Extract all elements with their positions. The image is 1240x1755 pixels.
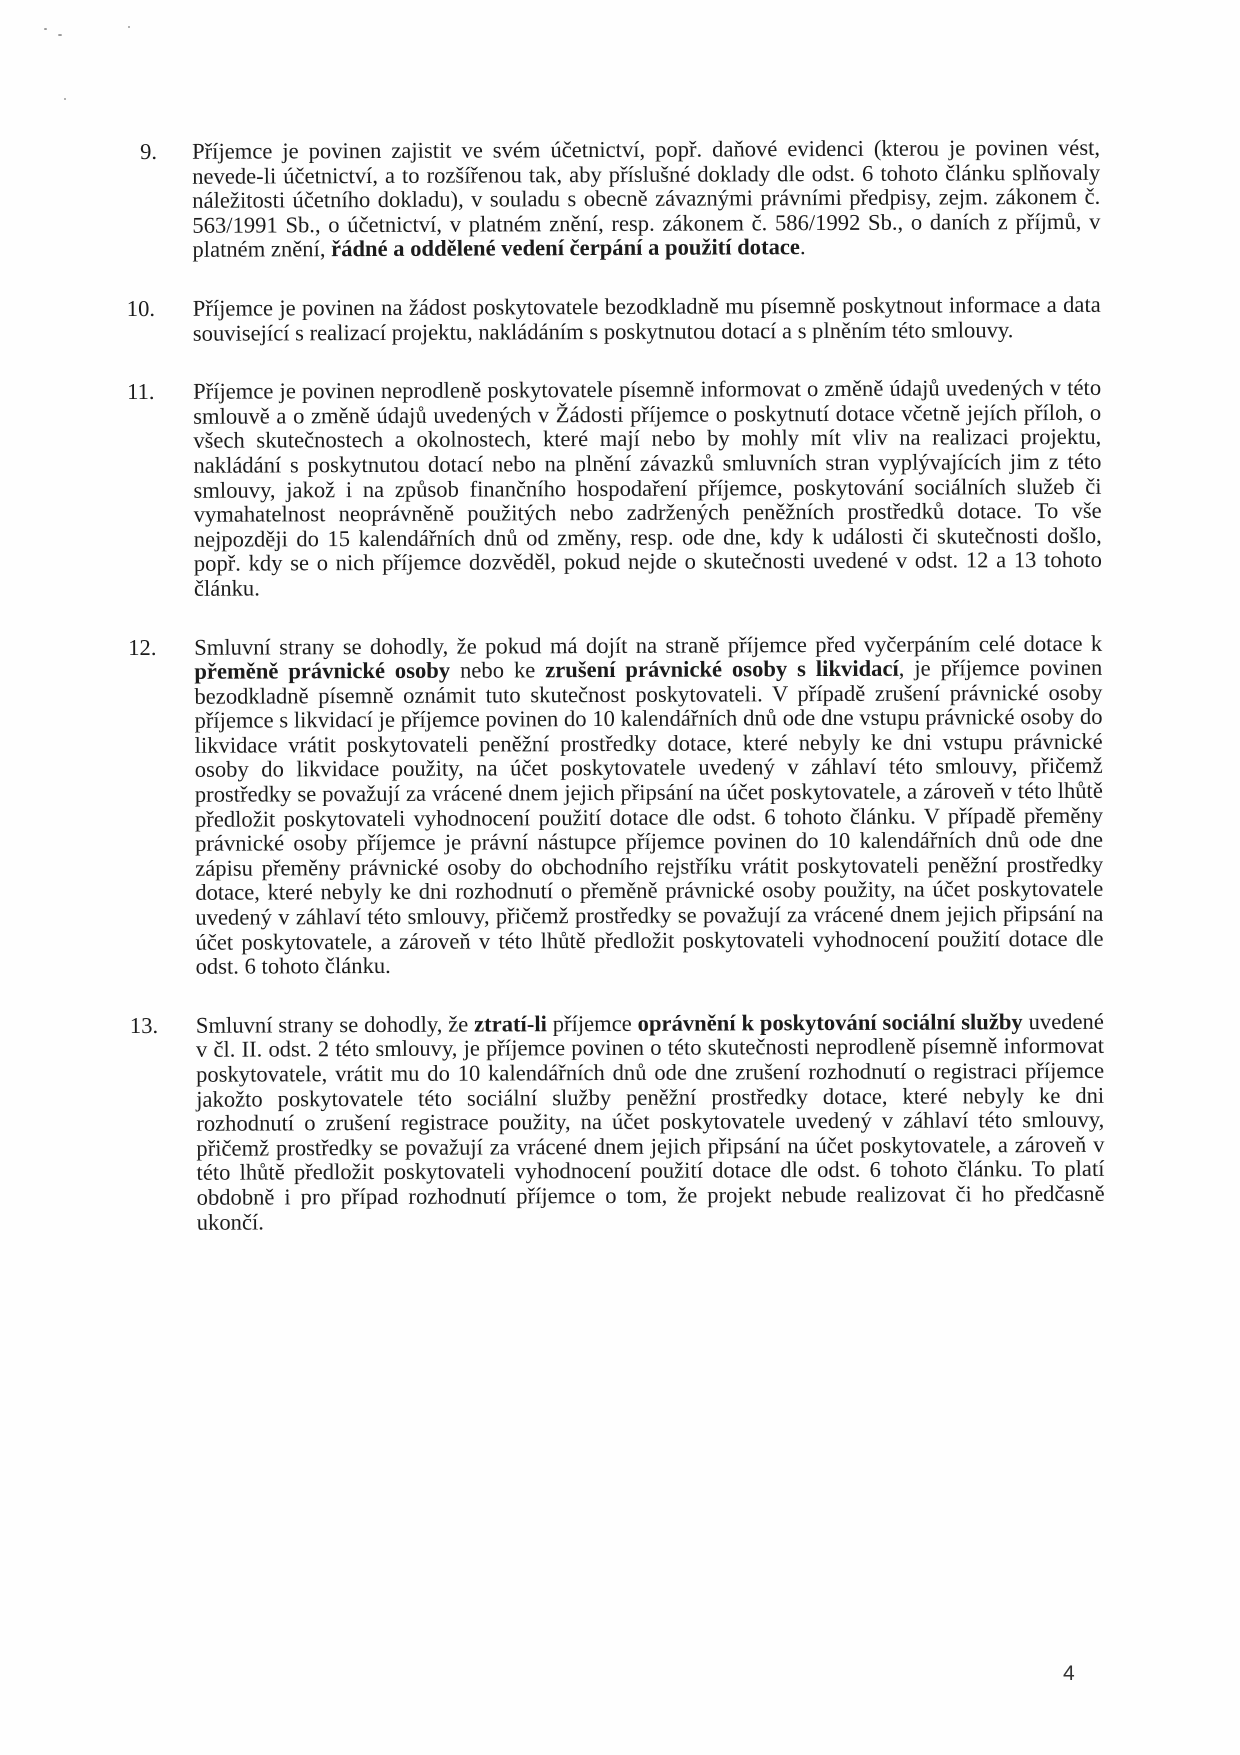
emphasized-text: řádné a oddělené vedení čerpání a použití dotace [331,234,800,262]
paragraph-text: Příjemce je povinen na žádost poskytovatele bezodkladně mu písemně poskytnout informace a data související s realizací projektu, nakládáním s poskytnutou dotací a s plněním této smlouvy. [192,291,1101,346]
paragraph-number: 9. [139,138,158,164]
emphasized-text: ztratí-li [474,1011,547,1037]
numbered-paragraph [126,291,1101,346]
scan-speck [44,28,47,30]
scan-speck [58,34,62,36]
paragraph-number: 12. [128,634,157,660]
paragraph-number: 10. [126,295,156,322]
numbered-paragraph [129,1008,1105,1236]
paragraph-text: Smluvní strany se dohodly, že [195,1011,475,1038]
document-body [126,134,1105,1269]
numbered-paragraph [140,136,1101,263]
paragraph-text: příjemce [546,1010,638,1037]
scan-speck [128,26,130,28]
paragraph-text: Příjemce je povinen neprodleně poskytovatele písemně informovat o změně údajů uvedených v této smlouvě a o změně údajů uvedených v Žádosti příjemce o poskytnutí dotace včetně jejích příloh, o všech skutečnostech a okolnostech, které mají nebo by mohly mít vliv na realizaci projektu, nakládání s poskytnutou dotací nebo na plnění závazků smluvních stran vyplývajících jim z této smlouvy, jakož i na způsob finančního hospodaření příjemce, poskytování sociálních služeb či vymahatelnost neoprávněně použitých nebo zadržených peněžních prostředků dotace. To vše nejpozději do 15 kalendářních dnů od změny, resp. ode dne, kdy k události či skutečnosti došlo, popř. kdy se o nich příjemce dozvěděl, pokud nejde o skutečnosti uvedené v odst. 12 a 13 tohoto článku. [193,374,1102,601]
paragraph-text: Smluvní strany se dohodly, že pokud má dojít na straně příjemce před vyčerpáním celé dotace k [194,630,1103,660]
emphasized-text: zrušení právnické osoby s likvidací [545,655,899,683]
paragraph-number: 13. [129,1012,159,1038]
paragraph-text: nebo ke [450,657,546,683]
scan-speck [64,98,66,100]
paragraph-text: Příjemce je povinen zajistit ve svém účetnictví, popř. daňové evidenci (kterou je povinen vést, nevede-li účetnictví, a to rozšířenou tak, aby příslušné doklady dle odst. 6 tohoto článku splňovaly náležitosti účetního dokladu), v souladu s obecně závaznými právními předpisy, zejm. zákonem č. 563/1991 Sb., o účetnictví, v platném znění, resp. zákonem č. 586/1992 Sb., o daních z příjmů, v platném znění, [191,134,1101,263]
paragraph-text: . [799,234,806,260]
emphasized-text: přeměně právnické osoby [194,657,451,684]
paragraph-number: 11. [127,379,155,405]
paragraph-text: uvedené v čl. II. odst. 2 této smlouvy, je příjemce povinen o této skutečnosti neprodleně písemně informovat poskytovatele, vrátit mu do 10 kalendářních dnů ode dne zrušení rozhodnutí o registraci příjemce jakožto poskytovatele této sociální služby peněžní prostředky dotace, které nebyly ke dni rozhodnutí o zrušení registrace použity, na účet poskytovatele uvedený v záhlaví této smlouvy, přičemž prostředky se považují za vrácené dnem jejich připsání na účet poskytovatele, a zároveň v této lhůtě předložit poskytovateli vyhodnocení použití dotace dle odst. 6 tohoto článku. To platí obdobně i pro případ rozhodnutí příjemce o tom, že projekt nebude realizovat či ho předčasně ukončí. [195,1008,1105,1235]
emphasized-text: oprávnění k poskytování sociální služby [637,1008,1023,1036]
numbered-paragraph [127,374,1102,602]
paragraph-text: , je příjemce povinen bezodkladně písemně oznámit tuto skutečnost poskytovateli. V případě zrušení právnické osoby příjemce s likvidací je příjemce povinen do 10 kalendářních dnů ode dne vstupu právnické osoby do likvidace vrátit poskytovateli peněžní prostředky dotace, které nebyly ke dni vstupu právnické osoby do likvidace použity, na účet poskytovatele uvedený v záhlaví této smlouvy, přičemž prostředky se považují za vrácené dnem jejich připsání na účet poskytovatele, a zároveň v této lhůtě předložit poskytovateli vyhodnocení použití dotace dle odst. 6 tohoto článku. V případě přeměny právnické osoby příjemce je právní nástupce příjemce povinen do 10 kalendářních dnů ode dne zápisu přeměny právnické osoby do obchodního rejstříku vrátit poskytovateli peněžní prostředky dotace, které nebyly ke dni rozhodnutí o přeměně právnické osoby použity, na účet poskytovatele uvedený v záhlaví této smlouvy, přičemž prostředky se považují za vrácené dnem jejich připsání na účet poskytovatele, a zároveň v této lhůtě předložit poskytovateli vyhodnocení použití dotace dle odst. 6 tohoto článku. [194,654,1104,979]
numbered-paragraph [128,630,1104,979]
page-number: 4 [1063,1662,1075,1685]
